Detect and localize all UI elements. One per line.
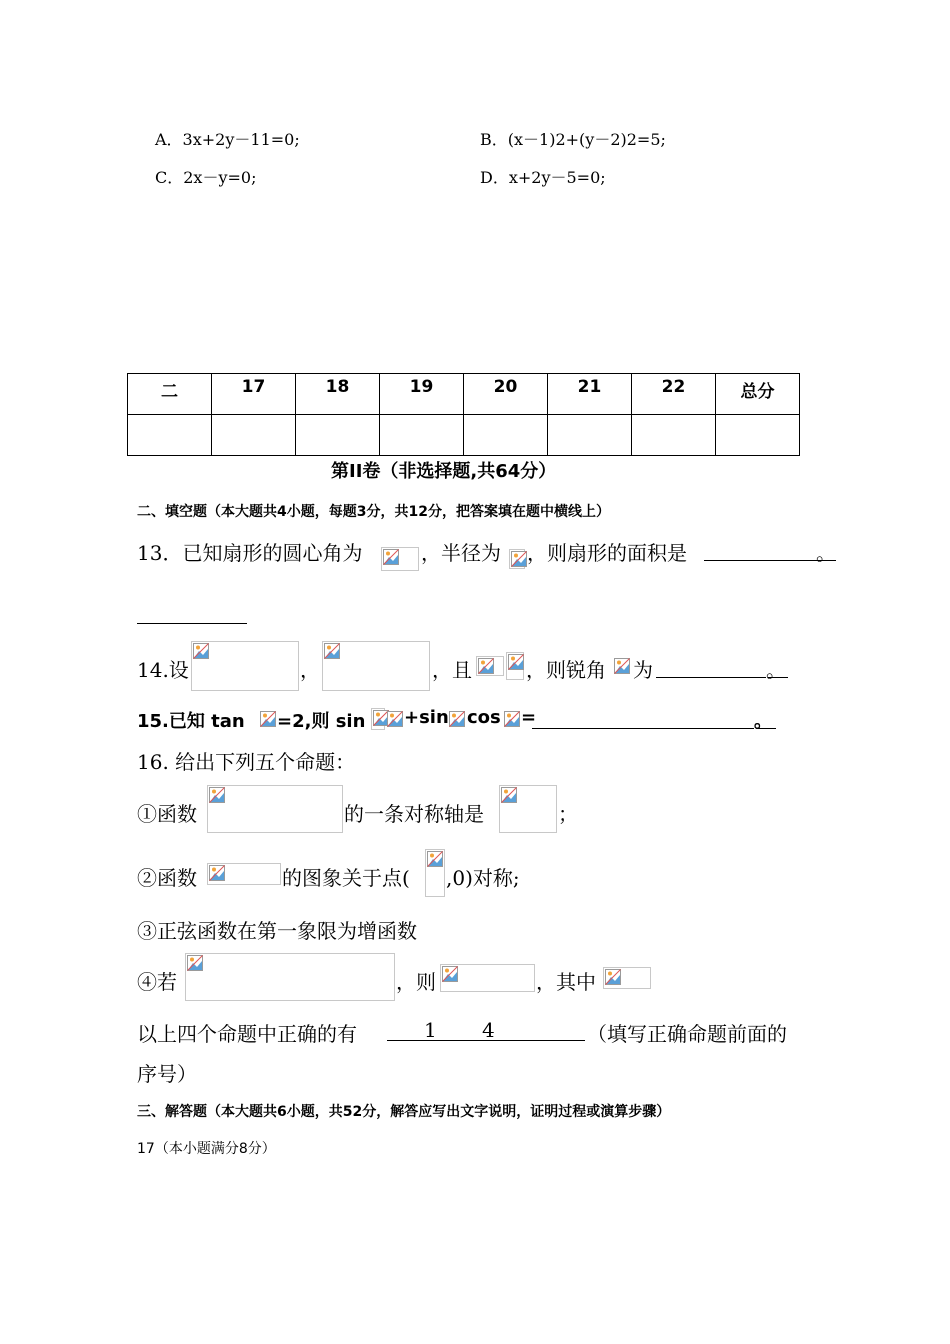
q15-text-b: =2,则 sin: [277, 711, 366, 732]
broken-image-icon: [605, 969, 621, 985]
q14-blank-tail: [768, 657, 788, 678]
broken-image-icon: [478, 658, 494, 674]
score-header: 17: [212, 374, 296, 415]
score-cell[interactable]: [128, 415, 212, 456]
broken-image-icon: [427, 851, 443, 867]
q15-text-e: =: [521, 707, 537, 728]
score-cell[interactable]: [716, 415, 800, 456]
q16-answer-value-1: 1: [424, 1018, 437, 1042]
q13-end: 。: [816, 541, 836, 565]
broken-image-icon: [187, 955, 203, 971]
section3-title: 三、解答题（本大题共6小题，共52分，解答应写出文字说明，证明过程或演算步骤）: [137, 1104, 671, 1120]
broken-image-icon: [508, 654, 524, 670]
broken-image-icon: [324, 643, 340, 659]
q14-text-e: 为: [633, 658, 653, 682]
q16-p4-text-b: ，则: [396, 970, 436, 994]
formula-image: [185, 953, 395, 1001]
part2-title: 第II卷（非选择题,共64分）: [331, 461, 557, 482]
q16-intro: 16. 给出下列五个命题：: [137, 750, 356, 774]
section2-title: 二、填空题（本大题共4小题，每题3分，共12分，把答案填在题中横线上）: [137, 504, 610, 520]
q13-blank-tail: [818, 540, 836, 561]
score-cell[interactable]: [296, 415, 380, 456]
score-cell[interactable]: [212, 415, 296, 456]
q13-text-b: ，半径为: [421, 541, 501, 565]
formula-image: [503, 710, 521, 728]
formula-image: [506, 652, 524, 680]
score-cell[interactable]: [632, 415, 716, 456]
q16-p1-text-a: ①函数: [137, 802, 197, 826]
q16-answer-text-c: 序号）: [137, 1062, 197, 1086]
q15-answer-blank[interactable]: [532, 710, 754, 729]
broken-image-icon: [442, 966, 458, 982]
formula-image: [191, 641, 299, 691]
broken-image-icon: [504, 711, 520, 727]
option-a: A．3x+2y－11=0;: [155, 130, 300, 149]
q15-text-a: 15.已知 tan: [137, 711, 245, 732]
q16-p2-text-a: ②函数: [137, 866, 197, 890]
score-header: 20: [464, 374, 548, 415]
broken-image-icon: [209, 787, 225, 803]
formula-image: [371, 708, 385, 730]
q16-p4-text-a: ④若: [137, 970, 177, 994]
formula-image: [603, 967, 651, 989]
score-table: [127, 373, 800, 456]
option-c: C．2x－y=0;: [155, 168, 257, 187]
broken-image-icon: [614, 658, 630, 674]
formula-image: [207, 785, 343, 833]
formula-image: [425, 849, 445, 897]
formula-image: [509, 549, 525, 569]
broken-image-icon: [501, 787, 517, 803]
formula-image: [499, 785, 557, 833]
q17-title: 17（本小题满分8分）: [137, 1141, 276, 1157]
score-cell[interactable]: [380, 415, 464, 456]
q16-p4-text-c: ，其中: [536, 970, 596, 994]
q16-p1-text-c: ；: [558, 802, 578, 826]
q16-p3-text: ③正弦函数在第一象限为增函数: [137, 919, 417, 943]
formula-image: [386, 710, 404, 728]
q16-answer-text-a: 以上四个命题中正确的有: [137, 1022, 357, 1046]
formula-image: [322, 641, 430, 691]
q15-text-d: cos: [467, 707, 501, 728]
q13-blank-line2[interactable]: [137, 605, 247, 624]
q16-answer-text-b: （填写正确命题前面的: [587, 1022, 787, 1046]
formula-image: [259, 710, 277, 728]
q14-answer-blank[interactable]: [656, 657, 766, 678]
broken-image-icon: [383, 549, 399, 565]
score-header: 18: [296, 374, 380, 415]
q13-text-c: ，则扇形的面积是: [527, 541, 687, 565]
score-cell[interactable]: [548, 415, 632, 456]
score-cell[interactable]: [464, 415, 548, 456]
q13-answer-blank[interactable]: [704, 540, 818, 561]
q13-text-a: 13．已知扇形的圆心角为: [137, 541, 363, 565]
q14-text-b: ，: [300, 658, 320, 682]
score-header: 总分: [716, 374, 800, 415]
score-header: 二: [128, 374, 212, 415]
q14-text-d: ，则锐角: [526, 658, 606, 682]
formula-image: [207, 863, 281, 885]
option-b: B．(x－1)2+(y－2)2=5;: [480, 130, 666, 149]
formula-image: [613, 657, 631, 675]
formula-image: [448, 710, 466, 728]
formula-image: [381, 547, 419, 571]
broken-image-icon: [511, 551, 527, 567]
broken-image-icon: [260, 711, 276, 727]
option-d: D．x+2y－5=0;: [480, 168, 606, 187]
broken-image-icon: [449, 711, 465, 727]
q15-end: 。: [754, 711, 772, 732]
broken-image-icon: [193, 643, 209, 659]
q14-text-c: ，且: [432, 658, 472, 682]
q15-text-c: +sin: [404, 707, 449, 728]
q14-text-a: 14.设: [137, 658, 189, 682]
q16-p2-text-b: 的图象关于点(: [282, 866, 410, 890]
q16-p2-text-c: ,0)对称;: [446, 866, 520, 890]
q15-blank-tail: [756, 710, 776, 729]
score-header: 19: [380, 374, 464, 415]
formula-image: [476, 656, 504, 676]
q14-end: 。: [766, 658, 786, 682]
score-header: 22: [632, 374, 716, 415]
formula-image: [440, 964, 535, 992]
q16-answer-value-4: 4: [482, 1018, 495, 1042]
broken-image-icon: [387, 711, 403, 727]
q16-p1-text-b: 的一条对称轴是: [344, 802, 484, 826]
score-header: 21: [548, 374, 632, 415]
broken-image-icon: [209, 865, 225, 881]
